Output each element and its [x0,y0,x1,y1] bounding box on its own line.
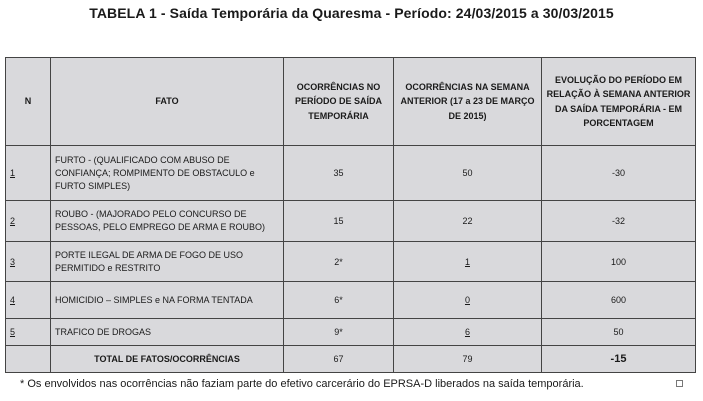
total-evolucao: -15 [542,346,696,373]
row-number: 5 [6,319,51,346]
table-row [6,201,696,242]
row-fato: HOMICIDIO – SIMPLES e NA FORMA TENTADA [51,282,284,319]
total-empty-cell [6,346,51,373]
total-label: TOTAL DE FATOS/OCORRÊNCIAS [51,346,284,373]
row-periodo: 2* [284,242,394,282]
row-fato: ROUBO - (MAJORADO PELO CONCURSO DE PESSOAS, PELO EMPREGO DE ARMA E ROUBO) [51,201,284,242]
table-row [6,146,696,201]
total-anterior: 79 [394,346,542,373]
header-anterior: OCORRÊNCIAS NA SEMANA ANTERIOR (17 a 23 DE MARÇO DE 2015) [394,58,542,146]
table-title: TABELA 1 - Saída Temporária da Quaresma - Período: 24/03/2015 a 30/03/2015 [89,5,614,21]
row-evolucao: 50 [542,319,696,346]
row-periodo: 9* [284,319,394,346]
header-evolucao: EVOLUÇÃO DO PERÍODO EM RELAÇÃO À SEMANA ANTERIOR DA SAÍDA TEMPORÁRIA - EM PORCENTAGEM [542,58,696,146]
row-number: 1 [6,146,51,201]
row-evolucao: 600 [542,282,696,319]
row-anterior: 6 [394,319,542,346]
resize-handle-icon [676,380,683,387]
row-fato: FURTO - (QUALIFICADO COM ABUSO DE CONFIANÇA; ROMPIMENTO DE OBSTACULO e FURTO SIMPLES) [51,146,284,201]
row-periodo: 6* [284,282,394,319]
row-evolucao: -30 [542,146,696,201]
row-periodo: 35 [284,146,394,201]
row-number: 2 [6,201,51,242]
header-n: N [6,58,51,146]
total-periodo: 67 [284,346,394,373]
row-number: 3 [6,242,51,282]
row-anterior: 50 [394,146,542,201]
row-periodo: 15 [284,201,394,242]
row-anterior: 22 [394,201,542,242]
row-number: 4 [6,282,51,319]
table-row [6,282,696,319]
table-row [6,319,696,346]
header-row [6,58,696,146]
row-anterior: 0 [394,282,542,319]
row-fato: PORTE ILEGAL DE ARMA DE FOGO DE USO PERMITIDO e RESTRITO [51,242,284,282]
row-anterior: 1 [394,242,542,282]
total-row [6,346,696,373]
row-evolucao: -32 [542,201,696,242]
footnote: * Os envolvidos nas ocorrências não faziam parte do efetivo carcerário do EPRSA-D liberados na saída temporária. [20,378,584,390]
row-evolucao: 100 [542,242,696,282]
data-table [5,57,696,373]
header-periodo: OCORRÊNCIAS NO PERÍODO DE SAÍDA TEMPORÁRIA [284,58,394,146]
header-fato: FATO [51,58,284,146]
row-fato: TRAFICO DE DROGAS [51,319,284,346]
table-row [6,242,696,282]
